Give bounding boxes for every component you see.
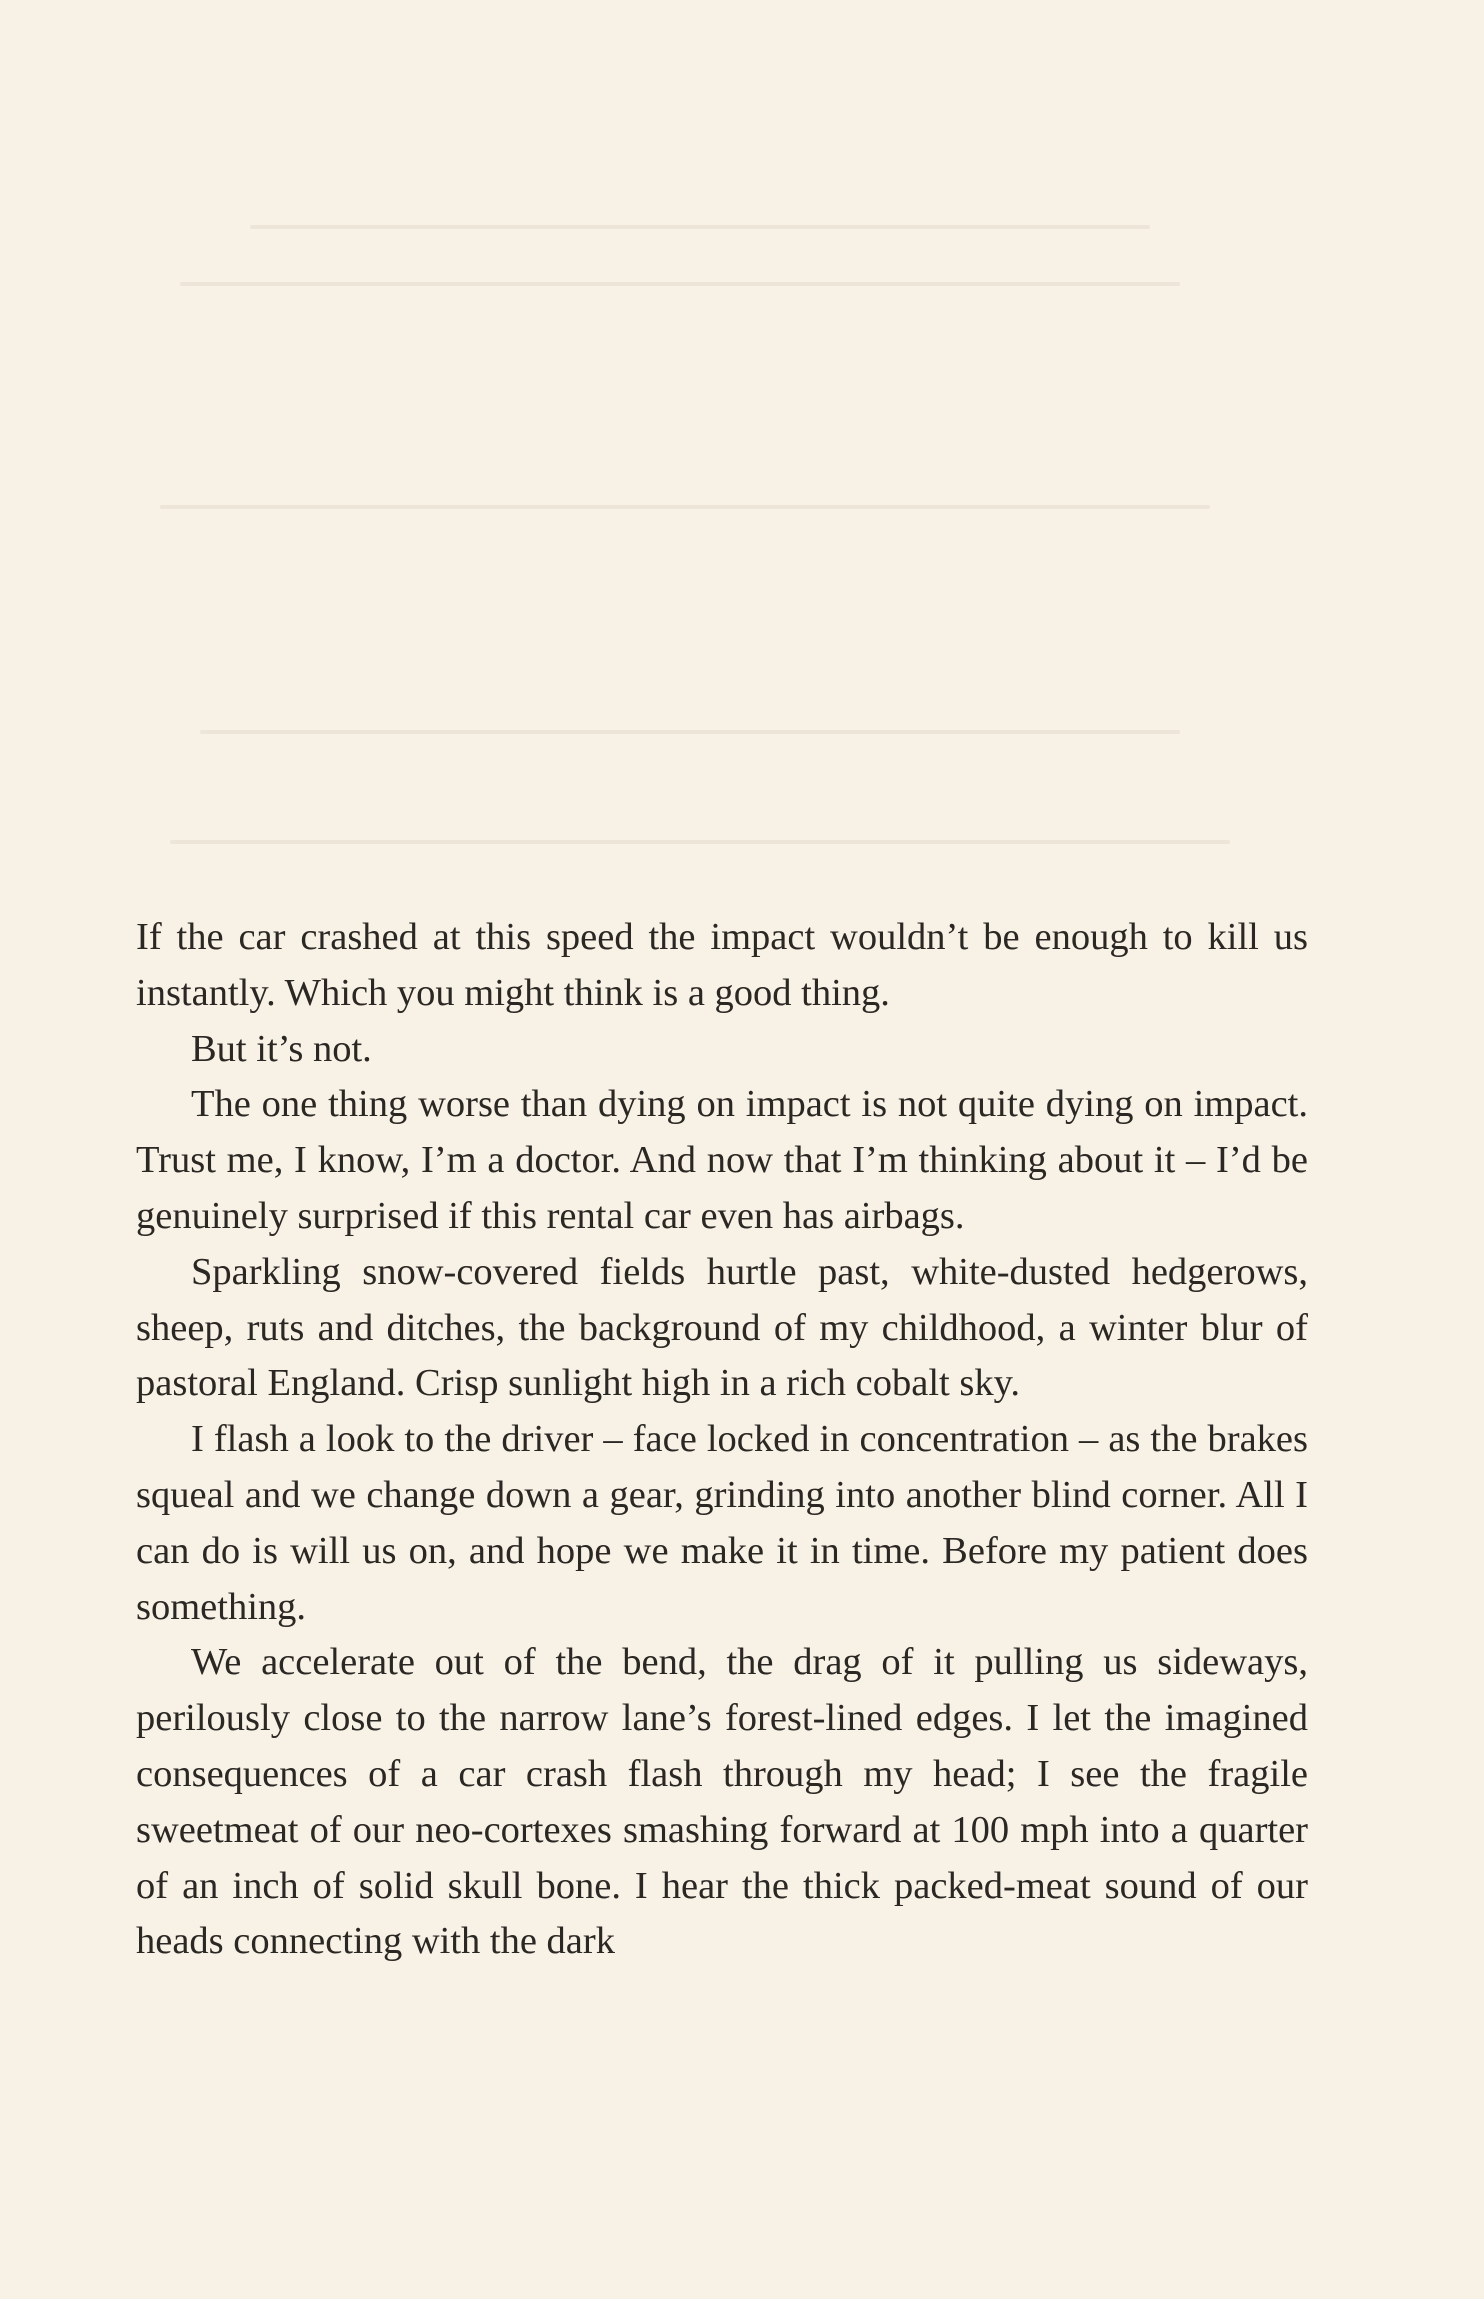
show-through-line: [160, 505, 1210, 509]
paragraph: Sparkling snow-covered fields hurtle past, white-dusted hedgerows, sheep, ruts and ditches, the background of my childhood, a winter blur of pastoral England. Crisp sunlight high in a rich cobalt sky.: [136, 1250, 1308, 1405]
show-through-line: [180, 282, 1180, 286]
paragraph: We accelerate out of the bend, the drag of it pulling us sideways, perilously close to the narrow lane’s forest-lined edges. I let the imagined consequences of a car crash flash through my head; I see the fragile sweetmeat of our neo-cortexes smashing forward at 100 mph into a quarter of an inch of solid skull bone. I hear the thick packed-meat sound of our heads connecting with the dark: [136, 1641, 1308, 1963]
body-text: [136, 910, 1308, 1970]
paragraph: If the car crashed at this speed the impact wouldn’t be enough to kill us instantly. Which you might think is a good thing.: [136, 916, 1308, 1014]
paragraph: The one thing worse than dying on impact is not quite dying on impact. Trust me, I know, I’m a doctor. And now that I’m thinking about it – I’d be genuinely surprised if this rental car even has airbags.: [136, 1083, 1308, 1237]
paragraph: I flash a look to the driver – face locked in concentration – as the brakes squeal and we change down a gear, grinding into another blind corner. All I can do is will us on, and hope we make it in time. Before my patient does something.: [136, 1418, 1308, 1628]
show-through-line: [200, 730, 1180, 734]
show-through-line: [170, 840, 1230, 844]
show-through-line: [250, 225, 1150, 229]
paragraph: But it’s not.: [191, 1027, 372, 1070]
